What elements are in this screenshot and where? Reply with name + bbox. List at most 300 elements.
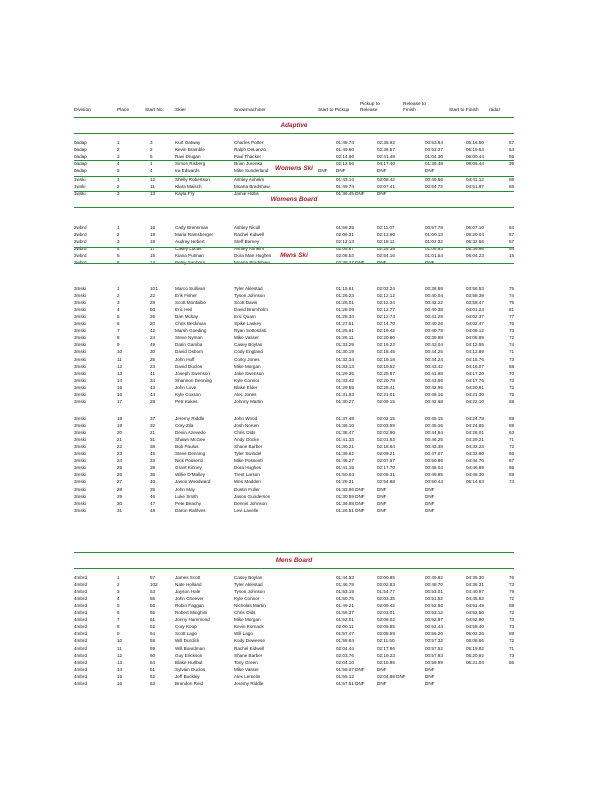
cell-start-to-pickup: 01:36.62 xyxy=(336,451,354,457)
cell-start-to-pickup: 01:59.84 xyxy=(336,638,354,644)
cell-pickup-to-release: 02:03.59 xyxy=(377,423,395,429)
cell-start-to-finish: 04:17.76 xyxy=(466,377,484,383)
section-rule-bottom xyxy=(74,263,514,264)
cell-pickup-to-release: 02:07.57 xyxy=(377,458,395,464)
cell-radar: 63 xyxy=(509,430,515,436)
cell-pickup-to-release: 02:05.85 xyxy=(377,624,395,630)
cell-skier: Maria Ramsberger xyxy=(175,232,214,238)
cell-start-to-finish: 04:32.90 xyxy=(466,451,484,457)
cell-pickup-to-release: 02:41.48 xyxy=(377,154,395,160)
cell-start-to-pickup: 01:31.93 xyxy=(336,391,354,397)
cell-release-to-finish: 00:46.25 xyxy=(425,437,443,443)
header-skier: Skier xyxy=(175,108,186,113)
cell-pickup-to-release: 02:08.02 xyxy=(377,617,395,623)
cell-start-no: 59 xyxy=(150,645,156,651)
cell-place: 1 xyxy=(117,225,120,230)
cell-place: 16 xyxy=(117,680,123,686)
cell-start-to-finish: 03:58.39 xyxy=(466,293,484,299)
cell-start-no: 57 xyxy=(150,575,156,580)
cell-start-to-finish: 04:02.37 xyxy=(466,314,484,320)
cell-start-no: 20 xyxy=(150,321,156,327)
cell-start-to-pickup: 02:04.10 xyxy=(336,659,354,665)
cell-division: 3mski xyxy=(74,384,86,390)
cell-place: 18 xyxy=(117,416,123,421)
cell-division: 2wbrd xyxy=(74,225,87,230)
cell-pickup-to-release: 02:04.88 DNF xyxy=(377,673,406,679)
cell-place: 4 xyxy=(117,246,120,252)
cell-skier: John Love xyxy=(175,384,197,390)
cell-skier: Joseph Swenson xyxy=(175,370,210,376)
section-header xyxy=(74,117,514,134)
cell-division: 3mski xyxy=(74,444,86,450)
cell-snowmachiner: Kyle Connor xyxy=(234,596,260,602)
cell-skier: Jeremy Riddle xyxy=(175,416,205,421)
section-title: Mens Ski xyxy=(280,252,308,260)
cell-start-no: 37 xyxy=(150,416,156,421)
cell-snowmachiner: Tony Green xyxy=(234,659,258,665)
cell-release-to-finish: 00:44.24 xyxy=(425,356,443,362)
cell-start-to-pickup: 01:53.19 xyxy=(336,589,354,595)
cell-start-no: 46 xyxy=(150,493,156,499)
cell-release-to-finish: 01:01.54 xyxy=(425,253,443,259)
cell-radar: 68 xyxy=(509,363,515,369)
cell-skier: Brandon Reid xyxy=(175,680,204,686)
cell-start-no: 31 xyxy=(150,437,156,443)
cell-start-to-pickup: 01:29.31 xyxy=(336,479,354,485)
cell-division: 4mbrd xyxy=(74,673,88,679)
cell-radar: 55 xyxy=(509,154,515,160)
cell-division: 3mski xyxy=(74,458,86,464)
cell-skier: Chris Beckman xyxy=(175,321,207,327)
cell-start-no: 34 xyxy=(150,377,156,383)
cell-place: 17 xyxy=(117,398,123,404)
cell-radar: 73 xyxy=(509,328,515,334)
cell-skier: Ravi Drugan xyxy=(175,154,201,160)
cell-start-to-pickup: 01:33.42 xyxy=(336,377,354,383)
cell-release-to-finish: 00:52.44 xyxy=(425,624,443,630)
cell-start-no: 60 xyxy=(150,652,156,658)
cell-pickup-to-release: DNF xyxy=(377,507,387,513)
cell-start-to-pickup: 02:00.11 xyxy=(336,624,354,630)
cell-radar: 69 xyxy=(509,472,515,478)
cell-division: 4mbrd xyxy=(74,652,88,658)
cell-start-to-finish: 04:17.20 xyxy=(466,370,484,376)
result-row xyxy=(0,232,612,239)
cell-snowmachiner: Dennis Johnson xyxy=(234,500,267,506)
cell-start-no: 52 xyxy=(150,624,156,630)
cell-snowmachiner: Dora Mae Hughes xyxy=(234,253,272,259)
cell-pickup-to-release: 02:01.63 xyxy=(377,437,395,443)
cell-start-to-pickup: 01:25.91 xyxy=(336,328,354,334)
cell-start-to-pickup: 01:50.04 xyxy=(336,472,354,478)
cell-pickup-to-release: 02:20.80 xyxy=(377,335,395,341)
result-row xyxy=(0,385,612,392)
cell-place: 5 xyxy=(117,253,120,259)
result-row xyxy=(0,314,612,321)
cell-release-to-finish: 00:53.12 xyxy=(425,610,443,616)
cell-start-to-pickup: 02:08.53 xyxy=(336,253,354,259)
cell-release-to-finish: 00:45.16 xyxy=(425,423,443,429)
cell-skier: Scott Lago xyxy=(175,631,197,637)
cell-start-no: 64 xyxy=(150,631,156,637)
cell-start-no: 45 xyxy=(150,451,156,457)
cell-start-to-pickup: 01:26.23 xyxy=(336,293,354,299)
cell-snowmachiner: Kyle Connor xyxy=(234,377,260,383)
cell-pickup-to-release: 02:20.78 xyxy=(377,377,395,383)
result-row xyxy=(0,378,612,385)
cell-pickup-to-release: 02:03.35 xyxy=(377,596,395,602)
cell-snowmachiner: Moana Bradshaw xyxy=(234,260,270,266)
cell-skier: Nate Holland xyxy=(175,582,202,588)
cell-radar: 67 xyxy=(509,458,515,464)
cell-skier: Ira Edwards xyxy=(175,168,200,174)
cell-start-no: 13 xyxy=(150,191,156,197)
cell-snowmachiner: Johnny Martin xyxy=(234,398,263,404)
cell-skier: David Duclos xyxy=(175,363,203,369)
cell-start-to-finish: 06:04.23 xyxy=(466,253,484,259)
section-header xyxy=(74,552,514,569)
cell-skier: Devin Azevedo xyxy=(175,430,206,436)
cell-place: 9 xyxy=(117,342,120,348)
cell-place: 27 xyxy=(117,479,123,485)
cell-pickup-to-release: 02:08.59 xyxy=(377,631,395,637)
cell-start-to-pickup: 01:36.45 DNF xyxy=(336,191,365,197)
cell-start-to-finish: 04:52.50 xyxy=(466,610,484,616)
cell-place: 1 xyxy=(117,286,120,291)
result-row xyxy=(0,423,612,430)
cell-start-no: 55 xyxy=(150,596,156,602)
cell-start-to-finish: 05:14.63 xyxy=(466,479,484,485)
cell-pickup-to-release: DNF xyxy=(377,168,387,174)
cell-start-to-pickup: 01:32.34 xyxy=(336,356,354,362)
section-title: Adaptive xyxy=(280,122,308,130)
cell-skier: Kurt Oatway xyxy=(175,140,201,145)
cell-start-to-pickup: 01:50.75 xyxy=(336,596,354,602)
cell-skier: Shelly Robertson xyxy=(175,177,210,182)
cell-start-to-finish: 04:46.89 xyxy=(466,465,484,471)
cell-division: 4mbrd xyxy=(74,680,88,686)
cell-radar: 72 xyxy=(509,610,515,616)
cell-radar: 54 xyxy=(509,246,515,252)
cell-start-no: 28 xyxy=(150,398,156,404)
cell-skier: Cory Koop xyxy=(175,624,197,630)
cell-start-to-pickup: 02:04.44 xyxy=(336,645,354,651)
cell-start-to-pickup: 01:37.48 xyxy=(336,416,354,421)
cell-release-to-finish: 00:42.95 xyxy=(425,384,443,390)
cell-release-to-finish: 00:49.95 xyxy=(425,472,443,478)
cell-pickup-to-release: 01:54.77 xyxy=(377,589,395,595)
cell-radar: 66 xyxy=(509,451,515,457)
result-row xyxy=(0,458,612,465)
cell-pickup-to-release: 02:25.87 xyxy=(377,370,395,376)
cell-snowmachiner: Levi Lavelle xyxy=(234,507,259,513)
cell-skier: Shannon Denning xyxy=(175,377,212,383)
cell-division: 1wski xyxy=(74,191,86,197)
cell-snowmachiner: Casey Boylan xyxy=(234,575,263,580)
cell-release-to-finish: 00:40.26 xyxy=(425,321,443,327)
cell-start-to-finish: 04:40.97 xyxy=(466,589,484,595)
cell-place: 15 xyxy=(117,384,123,390)
result-row xyxy=(0,437,612,444)
header-snowmachiner: Snowmachiner xyxy=(234,108,266,113)
cell-skier: Marsh Goeding xyxy=(175,328,207,334)
cell-start-to-finish: 04:41.12 xyxy=(466,177,484,182)
section-rule-top xyxy=(74,247,514,248)
cell-start-to-finish: 04:01.24 xyxy=(466,307,484,313)
section-title: Mens Board xyxy=(275,557,313,565)
result-row xyxy=(0,335,612,342)
header-start-no: Start No. xyxy=(145,108,164,113)
cell-snowmachiner: Mike Possenti xyxy=(234,458,263,464)
result-row xyxy=(0,328,612,335)
cell-start-to-finish: 03:58.47 xyxy=(466,300,484,306)
cell-skier: Grant Kinney xyxy=(175,465,202,471)
cell-start-to-finish: 05:32.56 xyxy=(466,239,484,245)
result-row xyxy=(0,681,612,688)
cell-start-to-pickup: 01:46.27 xyxy=(336,458,354,464)
cell-division: 3mski xyxy=(74,328,86,334)
cell-pickup-to-release: 02:12.24 xyxy=(377,300,395,306)
section-header xyxy=(74,191,514,208)
result-row xyxy=(0,501,612,508)
cell-start-no: 24 xyxy=(150,335,156,341)
cell-skier: Daron Rahlves xyxy=(175,507,206,513)
cell-snowmachiner: Rachel Kidwell xyxy=(234,645,265,651)
cell-start-to-pickup: 01:15.61 xyxy=(336,286,354,291)
cell-start-to-pickup: 01:29.55 xyxy=(336,384,354,390)
cell-division: 0adap xyxy=(74,168,87,174)
cell-division: 4mbrd xyxy=(74,659,88,665)
cell-start-no: 62 xyxy=(150,673,156,679)
cell-start-to-finish: 04:26.01 xyxy=(466,430,484,436)
cell-division: 3mski xyxy=(74,479,86,485)
cell-snowmachiner: Brian Jurenka xyxy=(234,161,263,167)
cell-pickup-to-release: 02:19.42 xyxy=(377,328,395,334)
cell-snowmachiner: Jason Gunderson xyxy=(234,493,271,499)
cell-snowmachiner: Ashley Axhelm xyxy=(234,177,265,182)
cell-division: 3mski xyxy=(74,300,86,306)
cell-snowmachiner: Cody England xyxy=(234,349,263,355)
cell-release-to-finish: 00:49.56 xyxy=(425,177,443,182)
cell-radar: 66 xyxy=(509,659,515,665)
cell-snowmachiner: Shane Barber xyxy=(234,444,263,450)
cell-start-to-pickup: 01:58.07 DNF xyxy=(336,666,365,672)
cell-start-to-pickup: 01:26.11 xyxy=(336,335,354,341)
cell-division: 3mski xyxy=(74,377,86,383)
cell-start-no: 2 xyxy=(150,147,153,153)
cell-division: 4mbrd xyxy=(74,617,88,623)
result-row xyxy=(0,399,612,406)
cell-start-to-pickup: 01:41.33 xyxy=(336,437,354,443)
cell-start-to-finish: 03:56.53 xyxy=(466,286,484,291)
section-header xyxy=(74,247,514,264)
result-row xyxy=(0,307,612,314)
cell-start-to-pickup: 02:14.66 xyxy=(336,154,354,160)
cell-place: 3 xyxy=(117,154,120,160)
cell-place: 12 xyxy=(117,652,123,658)
cell-start-to-finish: 06:00.44 xyxy=(466,154,484,160)
cell-pickup-to-release: 02:09.42 xyxy=(377,603,395,609)
cell-place: 21 xyxy=(117,437,123,443)
cell-release-to-finish: 01:05.93 xyxy=(425,246,443,252)
cell-snowmachiner: Wes Madden xyxy=(234,479,261,485)
cell-division: 3mski xyxy=(74,423,86,429)
cell-place: 2 xyxy=(117,582,120,588)
cell-radar: 74 xyxy=(509,293,515,299)
cell-skier: Will Boardman xyxy=(175,645,205,651)
cell-start-to-pickup: 01:49.21 xyxy=(336,603,354,609)
cell-release-to-finish: DNF xyxy=(425,486,435,492)
result-row xyxy=(0,184,612,191)
cell-skier: Nick Possenti xyxy=(175,458,203,464)
cell-skier: John Huff xyxy=(175,356,195,362)
cell-division: 2wbrd xyxy=(74,253,87,259)
cell-start-to-pickup: 01:38.47 xyxy=(336,430,354,436)
result-row xyxy=(0,624,612,631)
cell-radar: 73 xyxy=(509,377,515,383)
cell-snowmachiner: Mike Morgan xyxy=(234,617,261,623)
cell-start-to-pickup: 01:30.21 xyxy=(336,444,354,450)
cell-division: 2wbrd xyxy=(74,260,87,266)
cell-start-to-finish: 05:21.04 xyxy=(466,659,484,665)
cell-division: 3mski xyxy=(74,493,86,499)
cell-start-no: 38 xyxy=(150,444,156,450)
cell-radar: 74 xyxy=(509,342,515,348)
cell-release-to-finish: 00:57.78 xyxy=(425,225,443,230)
cell-start-no: 1 xyxy=(150,161,153,167)
cell-start-to-finish: 04:44.70 xyxy=(466,458,484,464)
cell-radar: 15 xyxy=(509,253,515,259)
cell-division: 3mski xyxy=(74,391,86,397)
cell-pickup-to-release: 02:19.23 xyxy=(377,652,395,658)
cell-radar: 71 xyxy=(509,349,515,355)
cell-place: 5 xyxy=(117,168,120,174)
cell-skier: James Scott xyxy=(175,575,201,580)
cell-skier: John May xyxy=(175,486,195,492)
cell-place: 10 xyxy=(117,349,123,355)
cell-pickup-to-release: 04:17.40 xyxy=(377,161,395,167)
cell-start-no: 102 xyxy=(150,582,158,588)
cell-radar: 64 xyxy=(509,147,515,153)
cell-start-to-pickup: 01:28.34 xyxy=(336,314,354,320)
result-row xyxy=(0,239,612,246)
cell-start-to-finish: 04:22.10 xyxy=(466,398,484,404)
cell-skier: Kyle Coxson xyxy=(175,391,201,397)
cell-division: 3mski xyxy=(74,370,86,376)
cell-start-to-finish: 05:02.26 xyxy=(466,631,484,637)
cell-radar: 81 xyxy=(509,307,515,313)
cell-release-to-finish: 00:53.01 xyxy=(425,589,443,595)
cell-start-no: 61 xyxy=(150,617,156,623)
cell-release-to-finish: 00:57.93 xyxy=(425,652,443,658)
cell-release-to-finish: 00:43.56 xyxy=(425,377,443,383)
cell-pickup-to-release: 02:28.41 xyxy=(377,384,395,390)
cell-start-no: 35 xyxy=(150,486,156,492)
cell-start-no: 65 xyxy=(150,610,156,616)
cell-release-to-finish: 00:49.92 xyxy=(425,575,443,580)
result-row xyxy=(0,451,612,458)
cell-start-to-pickup: 01:29.35 xyxy=(336,370,354,376)
cell-snowmachiner: Mike Vasser xyxy=(234,666,259,672)
cell-place: 3 xyxy=(117,239,120,245)
header-radar: radar xyxy=(489,108,501,113)
cell-pickup-to-release: 02:02.83 xyxy=(377,582,395,588)
cell-division: 3mski xyxy=(74,486,86,492)
result-row xyxy=(0,660,612,667)
cell-release-to-finish: 01:36.48 xyxy=(425,161,443,167)
cell-start-to-finish: 05:20.04 xyxy=(466,232,484,238)
cell-start-to-pickup: 01:58.25 xyxy=(336,225,354,230)
result-row xyxy=(0,321,612,328)
cell-radar: 73 xyxy=(509,652,515,658)
cell-release-to-finish: 00:40.79 xyxy=(425,328,443,334)
cell-release-to-finish: 00:44.94 xyxy=(425,430,443,436)
cell-radar: 77 xyxy=(509,314,515,320)
cell-start-no: 19 xyxy=(150,232,156,238)
result-row xyxy=(0,494,612,501)
cell-start-to-finish: 04:21.30 xyxy=(466,391,484,397)
cell-place: 4 xyxy=(117,161,120,167)
cell-place: 13 xyxy=(117,370,123,376)
section-rule-bottom xyxy=(74,133,514,134)
cell-start-to-finish: 04:24.85 xyxy=(466,423,484,429)
cell-start-to-finish: 05:19.82 xyxy=(466,645,484,651)
cell-division: 4mbrd xyxy=(74,589,88,595)
cell-start-to-finish: 04:06.12 xyxy=(466,328,484,334)
cell-division: 0adap xyxy=(74,161,87,167)
cell-release-to-finish: DNF xyxy=(425,680,435,686)
cell-release-to-finish: 00:42.22 xyxy=(425,300,443,306)
cell-radar: 39 xyxy=(509,161,515,167)
cell-radar: 79 xyxy=(509,589,515,595)
cell-release-to-finish: 00:39.98 xyxy=(425,335,443,341)
cell-start-no: 33 xyxy=(150,458,156,464)
cell-skier: Dan Mckay xyxy=(175,314,198,320)
cell-release-to-finish: 00:52.86 xyxy=(425,603,443,609)
cell-start-no: 3 xyxy=(150,140,153,145)
cell-pickup-to-release: 02:02.15 xyxy=(377,416,395,421)
cell-skier: David Osborn xyxy=(175,349,204,355)
cell-start-no: 50 xyxy=(150,307,156,313)
cell-division: 3mski xyxy=(74,314,86,320)
cell-start-no: 36 xyxy=(150,472,156,478)
cell-snowmachiner: Will Lago xyxy=(234,631,253,637)
cell-snowmachiner: Kody Deweese xyxy=(234,638,265,644)
cell-release-to-finish: DNF xyxy=(425,673,435,679)
cell-start-no: 11 xyxy=(150,184,155,190)
cell-snowmachiner: Ashley Nicoll xyxy=(234,225,261,230)
cell-skier: John Cheever xyxy=(175,596,204,602)
cell-division: 3mski xyxy=(74,398,86,404)
cell-release-to-finish: 00:44.25 xyxy=(425,349,443,355)
cell-snowmachiner: Moana Bradshaw xyxy=(234,184,270,190)
cell-pickup-to-release: 02:19.52 xyxy=(377,363,395,369)
cell-pickup-to-release: 02:08.31 xyxy=(377,472,395,478)
result-row xyxy=(0,653,612,660)
cell-place: 2 xyxy=(117,293,120,299)
cell-snowmachiner: Trent Larson xyxy=(234,472,260,478)
cell-skier: Casey Lucas xyxy=(175,246,202,252)
header-pickup-to-release: Pickup to Release xyxy=(360,102,380,113)
cell-place: 2 xyxy=(117,147,120,153)
cell-division: 4mbrd xyxy=(74,631,88,637)
cell-start-to-finish: 05:19.54 xyxy=(466,147,484,153)
cell-start-no: 41 xyxy=(150,370,156,376)
section-title: Womens Ski xyxy=(275,165,313,173)
cell-skier: Betsy Sanborn xyxy=(175,260,206,266)
cell-start-to-pickup: 01:36.10 xyxy=(336,423,354,429)
cell-snowmachiner: Ryan Sottosanti xyxy=(234,328,267,334)
